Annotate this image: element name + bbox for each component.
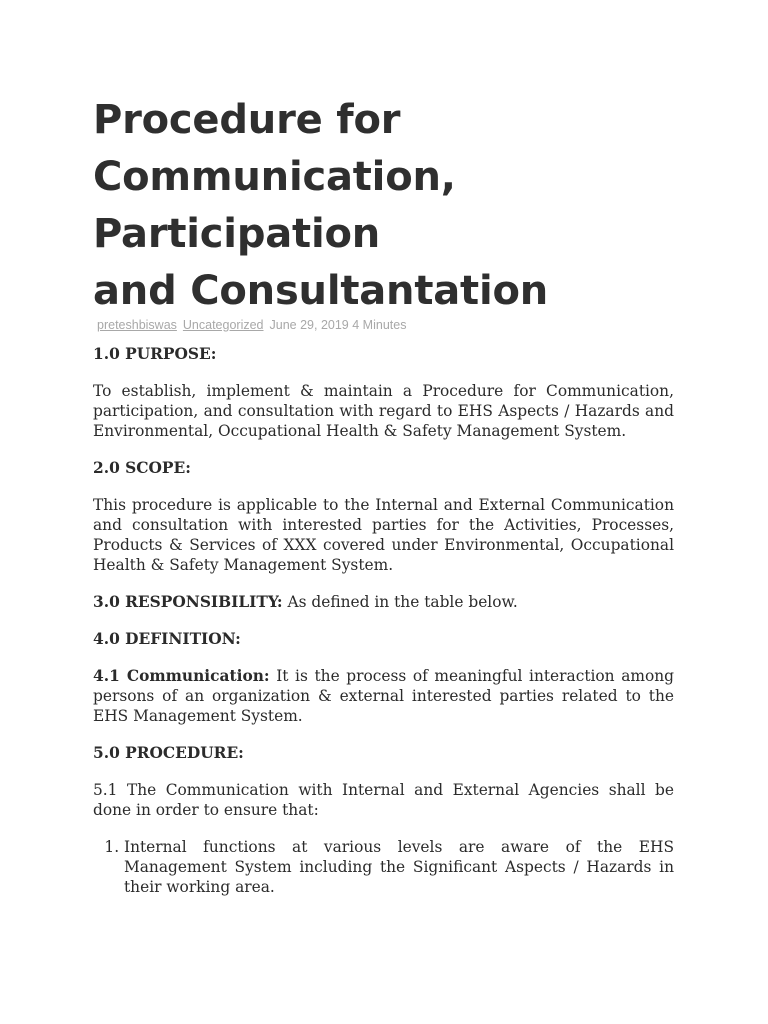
read-time: 4 Minutes	[352, 318, 407, 332]
list-item: 1. Internal functions at various levels are aware of the EHS Management System including the Significant Aspects / Hazards in their working area.	[124, 837, 674, 897]
purpose-heading: 1.0 PURPOSE:	[93, 345, 217, 363]
procedure-list	[93, 837, 674, 897]
post-meta	[97, 318, 406, 332]
category-link[interactable]: Uncategorized	[182, 318, 264, 332]
communication-definition	[93, 666, 674, 726]
post-date: June 29, 2019	[269, 318, 349, 332]
communication-text: It is the process of meaningful interaction among persons of an organization & external interested parties related to the EHS Management System.	[93, 667, 674, 725]
responsibility-text: As defined in the table below.	[282, 593, 518, 611]
scope-text: This procedure is applicable to the Internal and External Communication and consultation with interested parties for the Activities, Processes, Products & Services of XXX covered under Environmental, Occupational Health & Safety Management System.	[93, 496, 674, 574]
procedure-intro: 5.1 The Communication with Internal and External Agencies shall be done in order to ensure that:	[93, 781, 674, 819]
scope-heading: 2.0 SCOPE:	[93, 459, 191, 477]
author-link[interactable]: preteshbiswas	[97, 318, 177, 332]
responsibility-label: 3.0 RESPONSIBILITY:	[93, 593, 283, 611]
post-content	[93, 344, 674, 897]
procedure-heading: 5.0 PROCEDURE:	[93, 744, 244, 762]
definition-heading: 4.0 DEFINITION:	[93, 630, 241, 648]
title-line: Participation	[93, 211, 381, 257]
page-title	[93, 92, 713, 320]
responsibility-paragraph	[93, 592, 674, 612]
title-line: Procedure for	[93, 97, 401, 143]
communication-label: 4.1 Communication:	[93, 667, 270, 685]
title-line: and Consultantation	[93, 268, 549, 314]
purpose-text: To establish, implement & maintain a Procedure for Communication, participation, and consultation with regard to EHS Aspects / Hazards and Environmental, Occupational Health & Safety Management System.	[93, 382, 674, 440]
title-line: Communication,	[93, 154, 456, 200]
